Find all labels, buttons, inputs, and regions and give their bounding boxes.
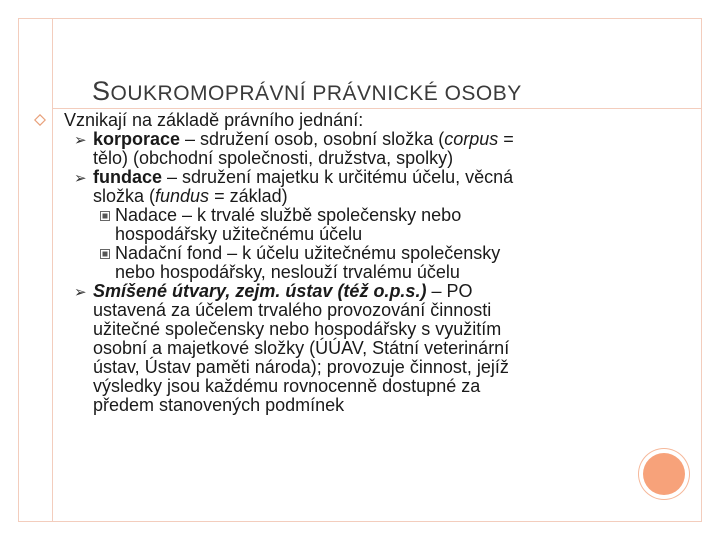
fundace-text-a: – sdružení majetku k určitému účelu, věcná: [162, 167, 514, 187]
arrow-bullet-icon: ➢: [74, 284, 87, 301]
korporace-item: [34, 130, 634, 149]
title-initial: S: [92, 76, 111, 106]
fundace-line2-a: složka (: [93, 186, 156, 206]
fundace-line2-b: = základ): [209, 186, 288, 206]
fond-line1: Nadační fond – k účelu užitečnému společensky: [115, 243, 501, 263]
smisene-text-a: – PO: [426, 281, 473, 301]
arrow-bullet-icon: ➢: [74, 132, 87, 149]
smisene-line: výsledky jsou každému rovnocenně dostupné za: [93, 376, 481, 396]
intro-item: [34, 111, 634, 130]
nadace-item: [34, 206, 634, 225]
korporace-term: korporace: [93, 129, 181, 149]
korporace-text-b: =: [498, 129, 514, 149]
fundace-term: fundace: [93, 167, 163, 187]
nadace-line1: Nadace – k trvalé službě společensky nebo: [115, 205, 462, 225]
fundace-item: [34, 168, 634, 187]
korporace-latin: corpus: [444, 129, 499, 149]
smisene-line: ústav, Ústav paměti národa); provozuje činnost, jejíž: [93, 357, 509, 377]
smisene-line: užitečné společensky nebo hospodářsky s využitím: [93, 319, 502, 339]
fond-item: [34, 244, 634, 263]
square-bullet-icon: [100, 211, 110, 221]
square-bullet-icon: [100, 249, 110, 259]
smisene-term: Smíšené útvary, zejm. ústav (též o.p.s.): [93, 281, 427, 301]
arrow-bullet-icon: ➢: [74, 170, 87, 187]
smisene-line: předem stanovených podmínek: [93, 395, 345, 415]
title-divider: [52, 108, 702, 109]
fond-line2: nebo hospodářsky, neslouží trvalému účelu: [115, 262, 460, 282]
intro-text: Vznikají na základě právního jednání:: [64, 110, 364, 130]
nadace-line2: hospodářsky užitečnému účelu: [115, 224, 363, 244]
smisene-item: [34, 282, 634, 301]
decorative-circle: [643, 453, 685, 495]
title-rest: OUKROMOPRÁVNÍ PRÁVNICKÉ OSOBY: [110, 82, 522, 105]
korporace-line2: tělo) (obchodní společnosti, družstva, spolky): [93, 148, 454, 168]
fundace-latin: fundus: [155, 186, 210, 206]
fundace-line2: [34, 187, 634, 206]
korporace-text-a: – sdružení osob, osobní složka (: [180, 129, 445, 149]
slide-title: [92, 76, 522, 107]
diamond-bullet-icon: [34, 114, 46, 126]
slide-content: [34, 111, 634, 415]
smisene-line: osobní a majetkové složky (ÚÚAV, Státní veterinární: [93, 338, 510, 358]
smisene-line: ustavená za účelem trvalého provozování činnosti: [93, 300, 492, 320]
